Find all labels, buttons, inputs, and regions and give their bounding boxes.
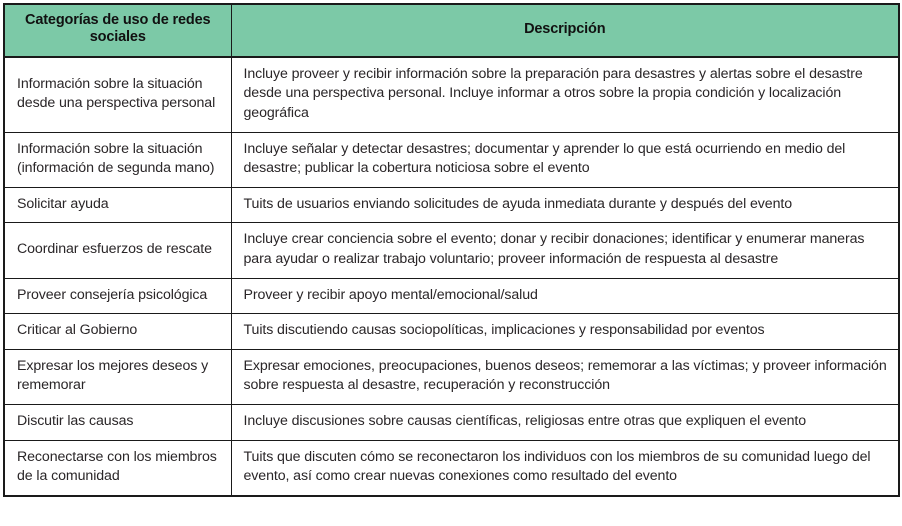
table-row: [4, 278, 899, 314]
cell-description: Incluye crear conciencia sobre el evento; donar y recibir donaciones; identificar y enumerar maneras para ayudar o realizar trabajo voluntario; proveer información de respuesta al desastre: [231, 223, 899, 278]
table-row: [4, 132, 899, 187]
table-header-row: [4, 4, 899, 57]
cell-category: Discutir las causas: [4, 404, 231, 440]
table-row: [4, 223, 899, 278]
table-row: [4, 349, 899, 404]
column-header-description: Descripción: [231, 4, 899, 57]
table-row: [4, 57, 899, 132]
cell-description: Incluye proveer y recibir información sobre la preparación para desastres y alertas sobre el desastre desde una perspectiva personal. Incluye informar a otros sobre la propia condición y localización geográfica: [231, 57, 899, 132]
cell-description: Tuits de usuarios enviando solicitudes de ayuda inmediata durante y después del evento: [231, 187, 899, 223]
cell-description: Expresar emociones, preocupaciones, buenos deseos; rememorar a las víctimas; y proveer información sobre respuesta al desastre, recuperación y reconstrucción: [231, 349, 899, 404]
cell-description: Incluye señalar y detectar desastres; documentar y aprender lo que está ocurriendo en medio del desastre; publicar la cobertura noticiosa sobre el evento: [231, 132, 899, 187]
cell-description: Incluye discusiones sobre causas científicas, religiosas entre otras que expliquen el evento: [231, 404, 899, 440]
cell-category: Solicitar ayuda: [4, 187, 231, 223]
cell-category: Proveer consejería psicológica: [4, 278, 231, 314]
cell-category: Reconectarse con los miembros de la comunidad: [4, 440, 231, 496]
cell-description: Tuits discutiendo causas sociopolíticas, implicaciones y responsabilidad por eventos: [231, 314, 899, 350]
cell-category: Información sobre la situación desde una perspectiva personal: [4, 57, 231, 132]
table-row: [4, 187, 899, 223]
table-row: [4, 404, 899, 440]
social-media-usage-categories-table: [3, 3, 900, 497]
cell-description: Tuits que discuten cómo se reconectaron los individuos con los miembros de su comunidad luego del evento, así como crear nuevas conexiones como resultado del evento: [231, 440, 899, 496]
table-row: [4, 314, 899, 350]
cell-category: Criticar al Gobierno: [4, 314, 231, 350]
column-header-category: Categorías de uso de redes sociales: [4, 4, 231, 57]
cell-category: Expresar los mejores deseos y rememorar: [4, 349, 231, 404]
table-header: [4, 4, 899, 57]
table-row: [4, 440, 899, 496]
cell-category: Coordinar esfuerzos de rescate: [4, 223, 231, 278]
cell-category: Información sobre la situación (información de segunda mano): [4, 132, 231, 187]
cell-description: Proveer y recibir apoyo mental/emocional/salud: [231, 278, 899, 314]
table-body: [4, 57, 899, 496]
